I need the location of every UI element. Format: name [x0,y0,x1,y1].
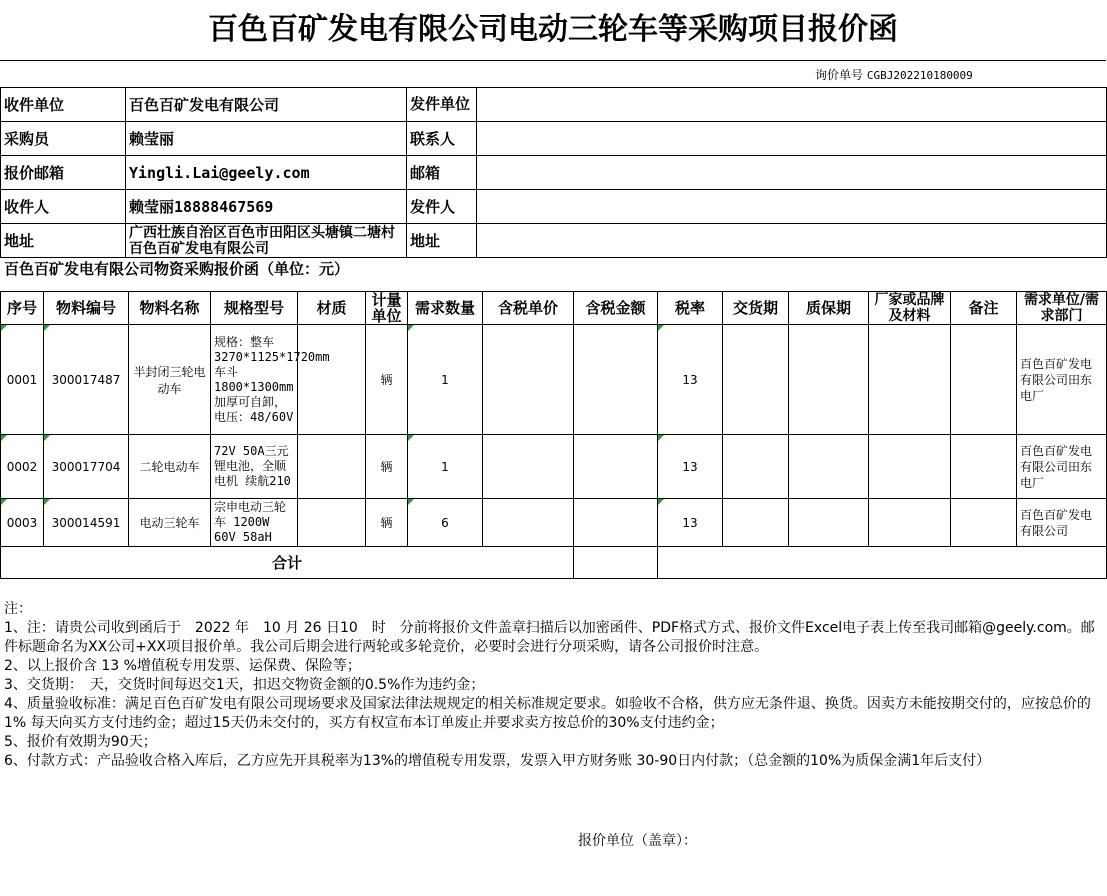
cell-price[interactable] [483,499,574,547]
items-table [0,291,1107,579]
notes-section [4,600,1102,771]
cell-remark[interactable] [951,499,1017,547]
col-material: 材质 [298,292,366,325]
label-quote-email: 报价邮箱 [1,156,126,190]
email-value[interactable] [477,156,1107,190]
label-address: 地址 [1,224,126,258]
col-price: 含税单价 [483,292,574,325]
sender-unit-value[interactable] [477,88,1107,122]
header-row [1,190,1107,224]
cell-tax: 13 [658,325,723,435]
header-row [1,122,1107,156]
col-no: 序号 [1,292,44,325]
column-header-row [1,292,1107,325]
label-email: 邮箱 [407,156,477,190]
cell-dept: 百色百矿发电有限公司 [1017,499,1107,547]
header-info-table [0,87,1107,258]
cell-material[interactable] [298,499,366,547]
cell-warranty[interactable] [789,499,869,547]
col-unit: 计量单位 [366,292,408,325]
col-spec: 规格型号 [211,292,298,325]
col-warranty: 质保期 [789,292,869,325]
label-buyer: 采购员 [1,122,126,156]
cell-material[interactable] [298,435,366,499]
page-title: 百色百矿发电有限公司电动三轮车等采购项目报价函 [208,12,898,47]
label-contact: 联系人 [407,122,477,156]
inquiry-number: 询价单号 CGBJ202210180009 [815,68,973,82]
header-row [1,224,1107,258]
cell-unit: 辆 [366,499,408,547]
divider [0,60,1106,61]
col-qty: 需求数量 [408,292,483,325]
table-row [1,435,1107,499]
col-tax: 税率 [658,292,723,325]
col-remark: 备注 [951,292,1017,325]
cell-spec: 72V 50A三元锂电池，全顺电机 续航210 [211,435,298,499]
note-item: 6、付款方式：产品验收合格入库后，乙方应先开具税率为13%的增值税专用发票，发票入甲方财务账 30-90日内付款；（总金额的10%为质保金满1年后支付） [4,753,991,769]
label-sender: 发件人 [407,190,477,224]
header-row [1,156,1107,190]
table-row [1,325,1107,435]
note-heading: 注： [4,601,32,617]
col-amount: 含税金额 [574,292,658,325]
note-item: 1、注：请贵公司收到函后于 2022 年 10 月 26 日10 时 分前将报价文件盖章扫描后以加密函件、PDF格式方式、报价文件Excel电子表上传至我司邮箱@geely.com。邮件标题命名为XX公司+XX项目报价单。我公司后期会进行两轮或多轮竞价，必要时会进行分项采购，请各公司报价时注意。 [4,620,1095,655]
cell-no: 0003 [1,499,44,547]
total-remaining [658,547,1107,579]
contact-value[interactable] [477,122,1107,156]
cell-delivery[interactable] [723,499,789,547]
buyer-value[interactable]: 赖莹丽 [126,122,407,156]
address-2-value[interactable] [477,224,1107,258]
cell-amount[interactable] [574,499,658,547]
cell-name: 二轮电动车 [129,435,211,499]
col-delivery: 交货期 [723,292,789,325]
cell-no: 0002 [1,435,44,499]
recipient-unit-value[interactable]: 百色百矿发电有限公司 [126,88,407,122]
total-row [1,547,1107,579]
receiver-value[interactable]: 赖莹丽18888467569 [126,190,407,224]
note-item: 2、以上报价含 13 %增值税专用发票、运保费、保险等； [4,658,361,674]
cell-qty: 6 [408,499,483,547]
cell-remark[interactable] [951,325,1017,435]
cell-dept: 百色百矿发电有限公司田东电厂 [1017,435,1107,499]
note-item: 4、质量验收标准：满足百色百矿发电有限公司现场要求及国家法律法规规定的相关标准规定要求。如验收不合格，供方应无条件退、换货。因卖方未能按期交付的，应按总价的1% 每天向买方支付违约金；超过15天仍未交付的，买方有权宣布本订单废止并要求卖方按总价的30%支付违约金； [4,696,1091,731]
cell-tax: 13 [658,435,723,499]
cell-remark[interactable] [951,435,1017,499]
header-row [1,88,1107,122]
cell-brand[interactable] [869,325,951,435]
cell-spec: 规格：整车3270*1125*1720mm车斗1800*1300mm加厚可自卸，电压：48/60V [211,325,298,435]
total-label: 合计 [1,547,574,579]
cell-brand[interactable] [869,499,951,547]
cell-amount[interactable] [574,435,658,499]
cell-name: 半封闭三轮电动车 [129,325,211,435]
col-brand: 厂家或品牌及材料 [869,292,951,325]
cell-price[interactable] [483,325,574,435]
cell-delivery[interactable] [723,435,789,499]
cell-qty: 1 [408,435,483,499]
cell-code: 300014591 [44,499,129,547]
sender-value[interactable] [477,190,1107,224]
table-subtitle: 百色百矿发电有限公司物资采购报价函（单位：元） [4,260,350,278]
col-name: 物料名称 [129,292,211,325]
col-code: 物料编号 [44,292,129,325]
total-amount[interactable] [574,547,658,579]
inquiry-row [0,62,1106,86]
signature-label: 报价单位（盖章）： [578,833,697,849]
cell-amount[interactable] [574,325,658,435]
cell-code: 300017487 [44,325,129,435]
quote-email-value[interactable]: Yingli.Lai@geely.com [126,156,407,190]
cell-name: 电动三轮车 [129,499,211,547]
cell-tax: 13 [658,499,723,547]
note-item: 3、交货期： 天，交货时间每迟交1天，扣迟交物资金额的0.5%作为违约金； [4,677,485,693]
cell-price[interactable] [483,435,574,499]
label-address-2: 地址 [407,224,477,258]
cell-warranty[interactable] [789,435,869,499]
cell-delivery[interactable] [723,325,789,435]
cell-code: 300017704 [44,435,129,499]
cell-warranty[interactable] [789,325,869,435]
label-receiver: 收件人 [1,190,126,224]
col-dept: 需求单位/需求部门 [1017,292,1107,325]
table-row [1,499,1107,547]
address-value[interactable]: 广西壮族自治区百色市田阳区头塘镇二塘村百色百矿发电有限公司 [126,224,407,258]
cell-spec: 宗申电动三轮车 1200W 60V 58aH [211,499,298,547]
cell-unit: 辆 [366,325,408,435]
cell-material[interactable] [298,325,366,435]
label-recipient-unit: 收件单位 [1,88,126,122]
note-item: 5、报价有效期为90天； [4,734,157,750]
cell-unit: 辆 [366,435,408,499]
cell-brand[interactable] [869,435,951,499]
cell-dept: 百色百矿发电有限公司田东电厂 [1017,325,1107,435]
cell-qty: 1 [408,325,483,435]
label-sender-unit: 发件单位 [407,88,477,122]
cell-no: 0001 [1,325,44,435]
